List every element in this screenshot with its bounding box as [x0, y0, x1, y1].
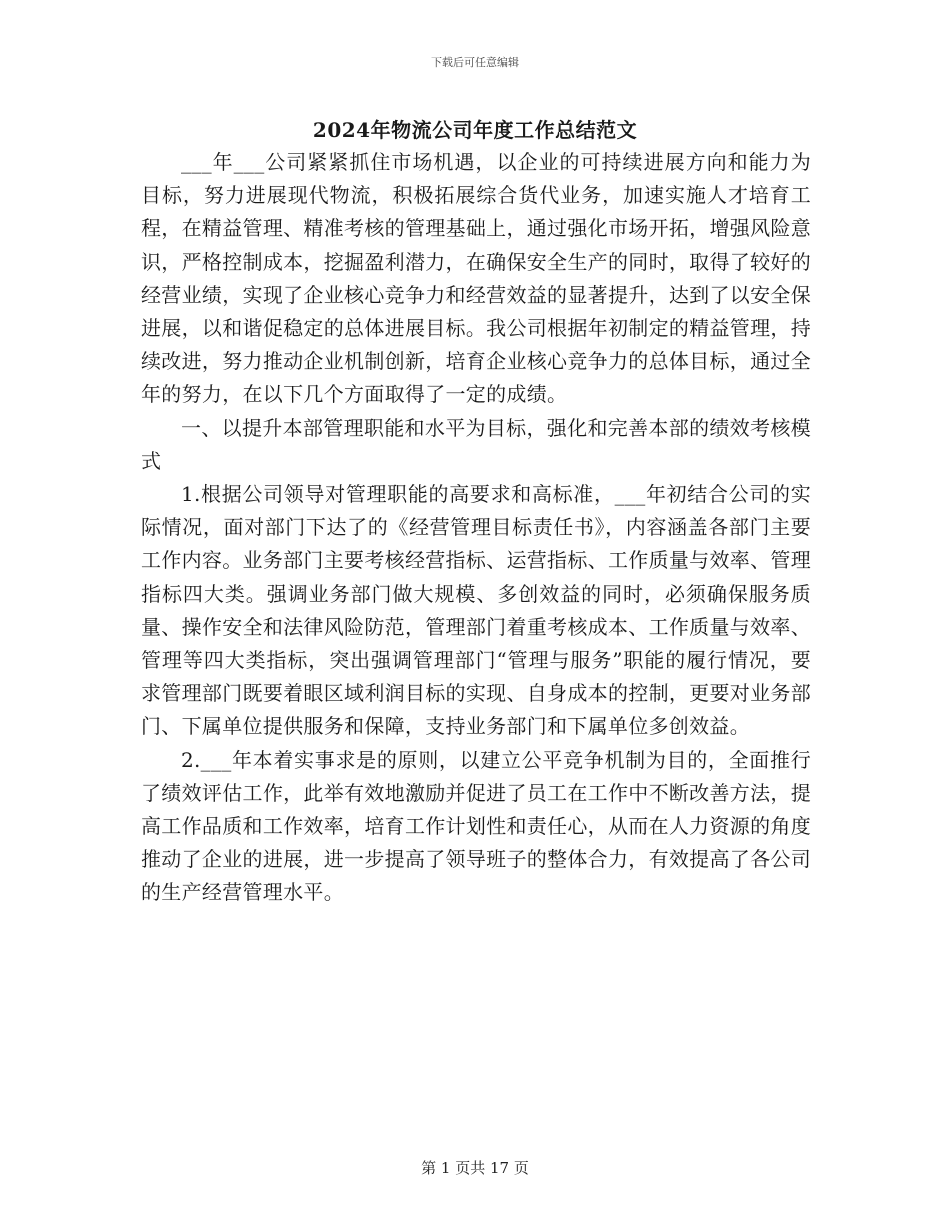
page-number: 第 1 页共 17 页 [421, 1159, 529, 1177]
paragraph-item-1: 1.根据公司领导对管理职能的高要求和高标准，___年初结合公司的实际情况，面对部门下达了的《经营管理目标责任书》，内容涵盖各部门主要工作内容。业务部门主要考核经营指标、运营指标、工作质量与效率、管理指标四大类。强调业务部门做大规模、多创效益的同时，必须确保服务质量、操作安全和法律风险防范，管理部门着重考核成本、工作质量与效率、管理等四大类指标，突出强调管理部门“管理与服务”职能的履行情况，要求管理部门既要着眼区域利润目标的实现、自身成本的控制，更要对业务部门、下属单位提供服务和保障，支持业务部门和下属单位多创效益。 [141, 482, 811, 739]
document-body [141, 146, 811, 910]
page-title: 2024年物流公司年度工作总结范文 [312, 118, 638, 142]
paragraph-item-2: 2.___年本着实事求是的原则，以建立公平竞争机制为目的，全面推行了绩效评估工作，此举有效地激励并促进了员工在工作中不断改善方法，提高工作品质和工作效率，培育工作计划性和责任心，从而在人力资源的角度推动了企业的进展，进一步提高了领导班子的整体合力，有效提高了各公司的生产经营管理水平。 [141, 747, 811, 905]
paragraph-section-heading: 一、以提升本部管理职能和水平为目标，强化和完善本部的绩效考核模式 [141, 415, 811, 473]
page-header-note: 下载后可任意编辑 [431, 56, 519, 69]
paragraph-intro: ___年___公司紧紧抓住市场机遇，以企业的可持续进展方向和能力为目标，努力进展现代物流，积极拓展综合货代业务，加速实施人才培育工程，在精益管理、精准考核的管理基础上，通过强化市场开拓，增强风险意识，严格控制成本，挖掘盈利潜力，在确保安全生产的同时，取得了较好的经营业绩，实现了企业核心竞争力和经营效益的显著提升，达到了以安全保进展，以和谐促稳定的总体进展目标。我公司根据年初制定的精益管理，持续改进，努力推动企业机制创新，培育企业核心竞争力的总体目标，通过全年的努力，在以下几个方面取得了一定的成绩。 [141, 150, 811, 407]
